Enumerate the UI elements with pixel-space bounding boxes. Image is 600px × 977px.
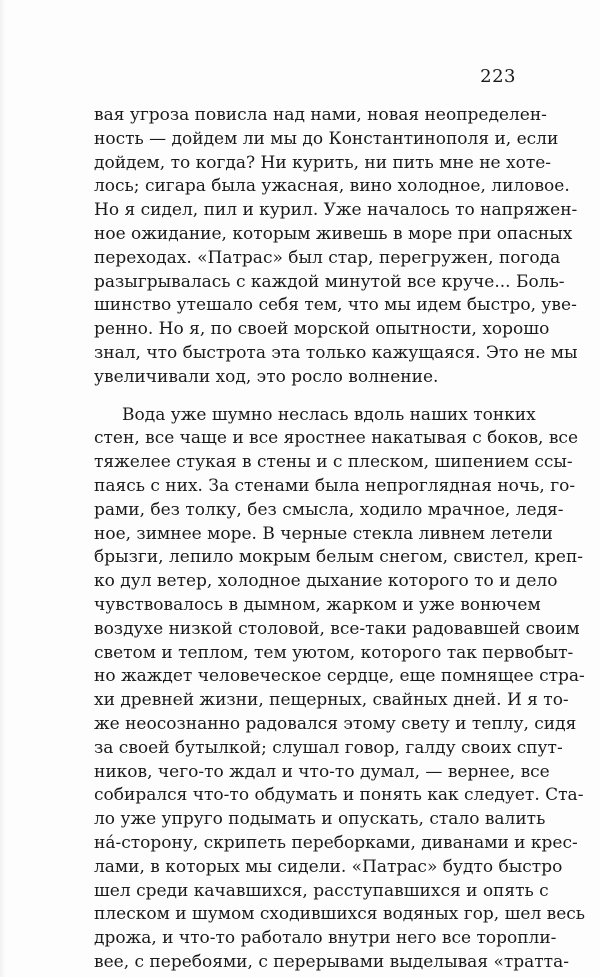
text-line: плеском и шумом сходившихся водяных гор, шел весь [94, 904, 586, 925]
text-line: дойдем, то когда? Ни курить, ни пить мне не хоте- [94, 152, 552, 173]
text-line: тяжелее стукая в стены и с плеском, шипением ссы- [94, 452, 573, 473]
text-line: ное, зимнее море. В черные стекла ливнем летели [94, 523, 553, 544]
text-line: лось; сигара была ужасная, вино холодное, лиловое. [94, 176, 570, 197]
text-line: светом и теплом, тем уютом, которого так первобыт- [94, 642, 574, 663]
text-line: чувствовалось в дымном, жарком и уже вонючем [94, 594, 541, 615]
text-line: хи древней жизни, пещерных, свайных дней. И я то- [94, 690, 569, 711]
paragraph-2 [94, 404, 586, 975]
text-line: стен, все чаще и все яростнее накатывая с боков, все [94, 428, 579, 449]
text-line: переходах. «Патрас» был стар, перегружен, погода [94, 247, 561, 268]
paragraph-1 [94, 104, 578, 390]
paragraph-spacing [94, 390, 526, 404]
text-line: вая угроза повисла над нами, новая неопределен- [94, 105, 547, 125]
text-line: ников, чего-то ждал и что-то думал, — вернее, все [94, 761, 550, 782]
text-line: дрожа, и что-то работало внутри него все торопли- [94, 928, 557, 949]
text-line: брызги, лепило мокрым белым снегом, свистел, креп- [94, 547, 584, 568]
text-line: шинство утешало себя тем, что мы идем быстро, уве- [94, 295, 577, 316]
text-line: же неосознанно радовался этому свету и теплу, сидя [94, 713, 577, 734]
text-line: за своей бутылкой; слушал говор, галду своих спут- [94, 737, 563, 758]
page-number: 223 [480, 66, 516, 87]
text-line: ность — дойдем ли мы до Константинополя и, если [94, 128, 559, 149]
text-line: паясь с них. За стенами была непроглядная ночь, го- [94, 475, 576, 496]
text-line: шел среди качавшихся, расступавшихся и опять с [94, 880, 549, 901]
text-line: но жаждет человеческое сердце, еще помнящее стра- [94, 666, 585, 687]
text-line: Вода уже шумно неслась вдоль наших тонких [122, 404, 536, 425]
text-line: рами, без толку, без смысла, ходило мрачное, ледя- [94, 499, 564, 520]
text-line: на́-сторону, скрипеть переборками, диванами и крес- [94, 832, 578, 853]
text-line: увеличивали ход, это росло волнение. [94, 366, 439, 387]
body-text [94, 104, 586, 975]
text-line: ренно. Но я, по своей морской опытности, хорошо [94, 319, 550, 340]
text-line: Но я сидел, пил и курил. Уже началось то напряжен- [94, 200, 578, 221]
text-line: ло уже упруго подымать и опускать, стало валить [94, 809, 546, 830]
text-line: знал, что быстрота эта только кажущаяся. Это не мы [94, 342, 578, 363]
text-line: ное ожидание, которым живешь в море при опасных [94, 223, 573, 244]
text-line: собирался что-то обдумать и понять как следует. Ста- [94, 785, 584, 806]
text-line: лами, в которых мы сидели. «Патрас» будто быстро [94, 856, 563, 877]
text-line: разыгрывалась с каждой минутой все круче... Боль- [94, 271, 565, 292]
text-line: воздухе низкой столовой, все-таки радовавшей своим [94, 618, 580, 639]
page-gutter-shadow [0, 0, 6, 977]
text-line: вее, с перебоями, с перерывами выделывая «тратта- [94, 951, 569, 972]
text-line: ко дул ветер, холодное дыхание которого то и дело [94, 571, 558, 592]
